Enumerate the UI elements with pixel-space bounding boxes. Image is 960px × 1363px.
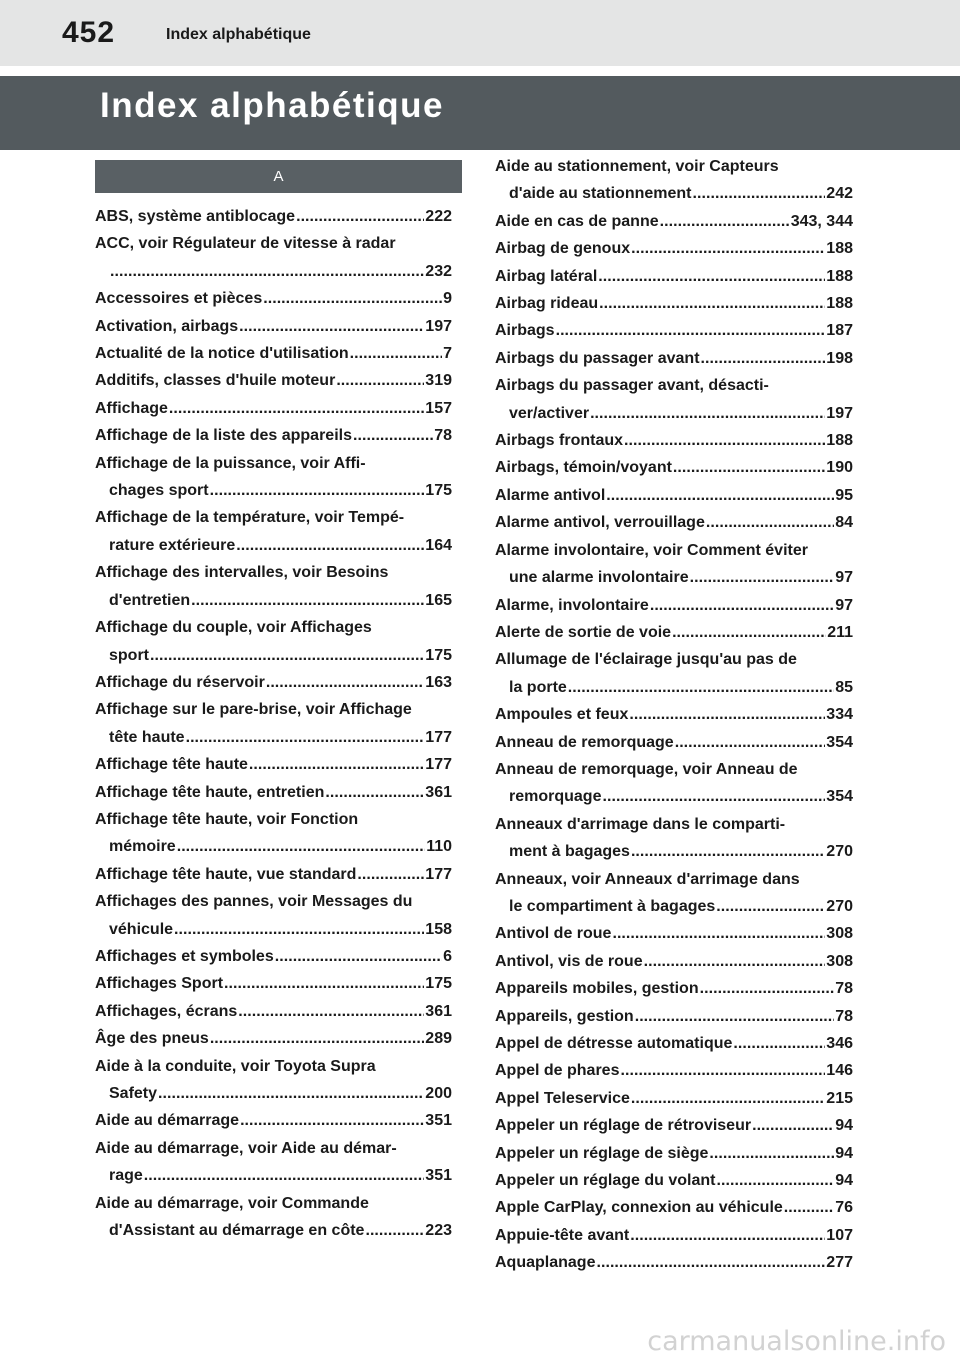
page-reference: 78 [434,427,452,445]
entry-text: Airbags frontaux [495,432,624,450]
index-entry [95,943,452,970]
index-entry [95,450,452,505]
entry-text: Affichage tête haute [95,756,248,774]
index-entry [495,729,853,756]
page-reference: 200 [425,1085,452,1102]
entry-text: Airbag de genoux [495,240,631,258]
index-entry [95,669,452,696]
index-entry [495,1194,853,1221]
index-entry [495,975,853,1002]
dot-leader [556,317,826,344]
entry-text: la porte [509,678,567,696]
dot-leader [177,833,425,860]
dot-leader [263,285,442,312]
entry-text: tête haute [109,728,185,746]
entry-text: Alarme involontaire, voir Comment éviter [495,541,808,559]
index-entry [495,1030,853,1057]
index-entry [95,751,452,778]
index-entry [495,1249,853,1276]
dot-leader [158,1080,424,1107]
entry-text: ACC, voir Régulateur de vitesse à radar [95,235,396,253]
entry-text: ABS, système antiblocage [95,208,296,225]
dot-leader [752,1112,834,1139]
page-reference: 110 [426,838,452,856]
index-entry [495,317,853,344]
dot-leader [784,1194,834,1221]
page-reference: 334 [826,706,853,724]
page-reference: 223 [425,1222,452,1240]
index-entry [95,230,452,285]
page-reference: 197 [425,317,452,335]
index-entry [495,235,853,262]
page-number: 452 [62,16,116,49]
index-entry [95,998,452,1025]
dot-leader [596,1249,825,1276]
dot-leader [716,1167,834,1194]
entry-text: d'aide au stationnement [509,185,692,203]
index-entry [495,646,853,701]
page-reference: 97 [835,569,853,587]
dot-leader [706,509,834,536]
dot-leader [598,263,825,290]
entry-text: ver/activer [509,404,590,422]
entry-text: Affichage tête haute, vue standard [95,865,357,883]
dot-leader [606,482,834,509]
index-entry [495,153,853,208]
index-entry [95,696,452,751]
entry-text: Alarme, involontaire [495,596,649,614]
watermark: carmanualsonline.info [647,1326,946,1357]
dot-leader [631,235,825,262]
dot-leader [365,1217,424,1244]
index-entry [95,285,452,312]
page-reference: 85 [835,678,853,696]
entry-text: Airbags, témoin/voyant [495,459,672,477]
page-reference: 343, 344 [790,212,853,230]
entry-text: Appeler un réglage de rétroviseur [495,1117,752,1135]
dot-leader [660,208,790,235]
page-reference: 351 [425,1112,452,1130]
page-reference: 94 [835,1144,853,1162]
page-reference: 175 [425,482,452,500]
page-reference: 165 [425,591,452,609]
entry-text: Anneau de remorquage, voir Anneau de [495,760,798,778]
page-header-bar [0,0,960,66]
dot-leader [110,258,424,285]
dot-leader [568,674,834,701]
page-reference: 270 [826,897,853,915]
dot-leader [239,313,424,340]
page-reference: 270 [826,843,853,861]
entry-text: Airbags [495,322,555,340]
index-entry [95,340,452,367]
page-reference: 277 [826,1254,853,1272]
index-entry [495,263,853,290]
dot-leader [701,345,826,372]
page-reference: 346 [826,1035,853,1052]
dot-leader [624,427,825,454]
dot-leader [238,998,424,1025]
dot-leader [650,592,834,619]
dot-leader [602,783,825,810]
dot-leader [169,395,424,422]
entry-text: Ampoules et feux [495,706,629,724]
index-entry [95,1135,452,1190]
entry-text: Affichage sur le pare-brise, voir Affichage [95,701,412,719]
dot-leader [590,400,825,427]
entry-text: Appel de détresse automatique [495,1035,733,1052]
index-entry [495,592,853,619]
page-title: Index alphabétique [100,86,444,125]
entry-text: Airbags du passager avant [495,349,700,367]
entry-text: Affichage tête haute, voir Fonction [95,810,359,828]
page-reference: 163 [425,673,452,691]
dot-leader [350,340,442,367]
page-reference: 211 [827,623,853,641]
dot-leader [631,838,825,865]
entry-text: Affichage du réservoir [95,673,265,691]
entry-text: chages sport [109,482,209,500]
index-entry [95,422,452,449]
entry-text: une alarme involontaire [509,569,689,587]
entry-text: Accessoires et pièces [95,290,263,308]
index-entry [95,614,452,669]
dot-leader [353,422,433,449]
entry-text: d'Assistant au démarrage en côte [109,1222,365,1240]
dot-leader [191,587,424,614]
page-reference: 187 [826,322,853,340]
entry-text: Actualité de la notice d'utilisation [95,345,349,363]
dot-leader [693,180,826,207]
entry-text: Affichage du couple, voir Affichages [95,619,372,637]
page-reference: 175 [425,975,452,993]
page-reference: 188 [826,267,853,285]
index-entry [495,208,853,235]
index-entry [495,1167,853,1194]
index-entry [495,372,853,427]
dot-leader [249,751,424,778]
entry-text: Anneaux d'arrimage dans le comparti- [495,815,786,833]
entry-text: Appeler un réglage de siège [495,1144,709,1162]
entry-text: Antivol de roue [495,925,612,943]
index-entry [95,1025,452,1052]
dot-leader [296,203,424,230]
dot-leader [186,724,425,751]
index-entry [95,1190,452,1245]
dot-leader [210,477,425,504]
dot-leader [210,1025,424,1052]
entry-text: Aide en cas de panne [495,212,659,230]
entry-text: Appareils mobiles, gestion [495,980,699,998]
page-reference: 354 [826,788,853,806]
index-entry [95,203,452,230]
index-entry [95,806,452,861]
entry-text: Affichages et symboles [95,947,274,965]
index-entry [495,454,853,481]
page-reference: 222 [425,208,452,225]
header-section-title: Index alphabétique [166,26,311,43]
index-entry [495,1112,853,1139]
index-entry [495,701,853,728]
entry-text: Antivol, vis de roue [495,952,643,970]
dot-leader [673,454,825,481]
entry-text: ment à bagages [509,843,630,861]
entry-text: Alarme antivol [495,486,606,504]
page-reference: 6 [443,947,452,965]
index-entry [495,537,853,592]
dot-leader [150,642,424,669]
page-reference: 242 [826,185,853,203]
section-letter-header: A [95,160,462,193]
entry-text: Affichage tête haute, entretien [95,783,325,801]
entry-text: sport [109,646,149,664]
entry-text: Additifs, classes d'huile moteur [95,372,336,390]
page-reference: 188 [826,432,853,450]
dot-leader [672,619,826,646]
entry-text: Airbag rideau [495,295,599,313]
page-reference: 107 [826,1226,853,1244]
entry-text: Activation, airbags [95,317,239,335]
entry-text: Alarme antivol, verrouillage [495,514,705,532]
index-entry [495,1222,853,1249]
index-entry [95,504,452,559]
dot-leader [690,564,835,591]
entry-text: Anneaux, voir Anneaux d'arrimage dans [495,870,800,888]
entry-text: Alerte de sortie de voie [495,623,672,641]
entry-text: véhicule [109,920,174,938]
dot-leader [236,532,424,559]
index-entry [495,866,853,921]
index-entry [95,395,452,422]
dot-leader [644,948,826,975]
entry-text: Âge des pneus [95,1030,209,1048]
page-reference: 84 [835,514,853,532]
entry-text: Affichage de la température, voir Tempé- [95,509,405,527]
page-reference: 361 [425,1002,452,1020]
index-column-left [95,203,452,1244]
index-entry [495,482,853,509]
dot-leader [240,1107,424,1134]
page-reference: 7 [443,345,452,363]
entry-text: le compartiment à bagages [509,897,716,915]
entry-text: d'entretien [109,591,191,609]
index-entry [495,427,853,454]
entry-text: Appuie-tête avant [495,1226,630,1244]
entry-text: Airbag latéral [495,267,598,285]
page-reference: 177 [425,865,452,883]
page-reference: 78 [835,1007,853,1025]
index-entry [495,948,853,975]
dot-leader [144,1162,425,1189]
page-reference: 146 [826,1062,853,1080]
dot-leader [630,1222,825,1249]
entry-text: Apple CarPlay, connexion au véhicule [495,1199,783,1217]
page-reference: 175 [425,646,452,664]
entry-text: Aide au démarrage [95,1112,240,1130]
index-entry [495,1003,853,1030]
entry-text: Airbags du passager avant, désacti- [495,377,769,395]
dot-leader [336,367,424,394]
entry-text: Aide au démarrage, voir Commande [95,1194,369,1212]
page-reference: 95 [835,486,853,504]
index-entry [95,1107,452,1134]
page-reference: 177 [425,728,452,746]
entry-text: Aide à la conduite, voir Toyota Supra [95,1057,376,1075]
entry-text: remorquage [509,788,602,806]
dot-leader [599,290,825,317]
entry-text: Appel Teleservice [495,1089,630,1107]
dot-leader [716,893,825,920]
entry-text: Aide au démarrage, voir Aide au démar- [95,1139,397,1157]
index-entry [495,756,853,811]
index-entry [95,779,452,806]
entry-text: Affichages, écrans [95,1002,238,1020]
page-reference: 319 [425,372,452,390]
index-entry [95,970,452,997]
dot-leader [612,920,825,947]
entry-text: Aquaplanage [495,1254,596,1272]
entry-text: Aide au stationnement, voir Capteurs [495,158,779,175]
entry-text: Appel de phares [495,1062,620,1080]
dot-leader [174,916,424,943]
page-reference: 190 [826,459,853,477]
index-entry [95,861,452,888]
entry-text: Affichage [95,399,168,417]
page-reference: 94 [835,1172,853,1190]
dot-leader [325,779,424,806]
index-entry [95,367,452,394]
page-reference: 164 [425,536,452,554]
entry-text: rage [109,1167,143,1185]
entry-text: Affichage de la puissance, voir Affi- [95,454,366,472]
index-entry [95,313,452,340]
dot-leader [357,861,424,888]
page-reference: 78 [835,980,853,998]
index-entry [495,811,853,866]
entry-text: Affichages des pannes, voir Messages du [95,893,413,911]
page-reference: 215 [826,1089,853,1107]
index-entry [495,619,853,646]
page-reference: 197 [826,404,853,422]
index-entry [495,290,853,317]
page-reference: 76 [835,1199,853,1217]
dot-leader [635,1003,835,1030]
index-entry [95,559,452,614]
page-reference: 308 [826,952,853,970]
page-reference: 188 [826,295,853,313]
index-entry [495,1085,853,1112]
index-entry [95,888,452,943]
dot-leader [733,1030,825,1057]
page-reference: 351 [425,1167,452,1185]
page-reference: 308 [826,925,853,943]
page-reference: 361 [425,783,452,801]
entry-text: Anneau de remorquage [495,733,674,751]
page-reference: 97 [835,596,853,614]
dot-leader [266,669,424,696]
entry-text: Allumage de l'éclairage jusqu'au pas de [495,651,797,669]
dot-leader [675,729,826,756]
index-entry [495,1140,853,1167]
dot-leader [709,1140,834,1167]
index-entry [495,1057,853,1084]
page-reference: 9 [443,290,452,308]
dot-leader [700,975,835,1002]
entry-text: Affichage de la liste des appareils [95,427,352,445]
entry-text: mémoire [109,838,176,856]
page-reference: 177 [425,756,452,774]
entry-text: Appareils, gestion [495,1007,634,1025]
entry-text: Affichage des intervalles, voir Besoins [95,564,389,582]
entry-text: Appeler un réglage du volant [495,1172,716,1190]
entry-text: Affichages Sport [95,975,224,993]
page-reference: 188 [826,240,853,258]
dot-leader [224,970,424,997]
index-column-right [495,153,853,1277]
dot-leader [620,1057,825,1084]
index-entry [95,1053,452,1108]
dot-leader [631,1085,825,1112]
dot-leader [629,701,825,728]
dot-leader [275,943,442,970]
page-reference: 157 [425,399,452,417]
page-reference: 158 [425,920,452,938]
index-entry [495,509,853,536]
page-reference: 232 [425,262,452,280]
page-reference: 94 [835,1117,853,1135]
index-entry [495,920,853,947]
entry-text: rature extérieure [109,536,236,554]
index-entry [495,345,853,372]
entry-text: Safety [109,1085,158,1102]
page-reference: 198 [826,349,853,367]
page-reference: 289 [425,1030,452,1048]
page-reference: 354 [826,733,853,751]
